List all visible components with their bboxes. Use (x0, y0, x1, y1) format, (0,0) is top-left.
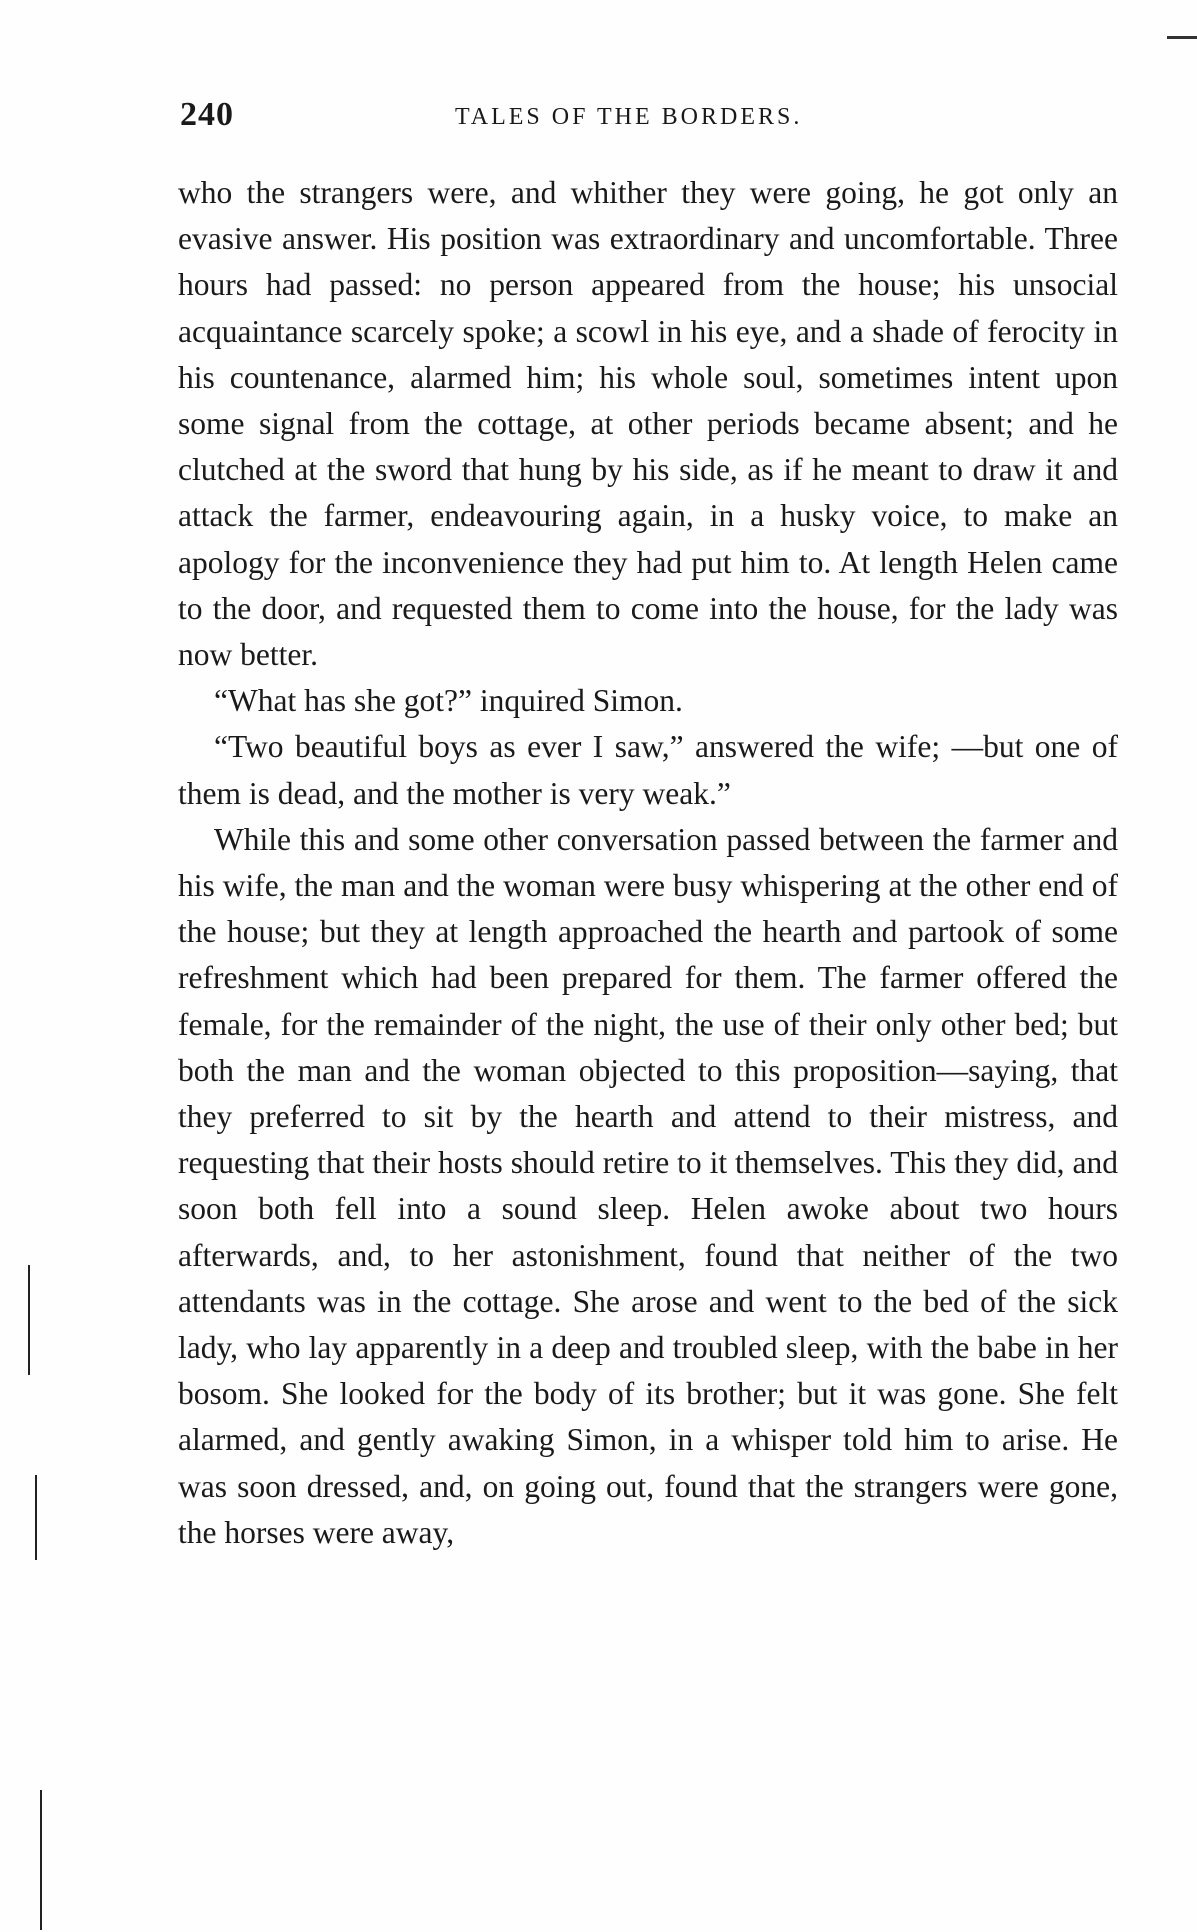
body-text (178, 170, 1118, 1556)
margin-line (40, 1790, 42, 1930)
page-number: 240 (180, 96, 234, 133)
paragraph-4: While this and some other conversation passed between the farmer and his wife, the man and the woman were busy whispering at the other end of the house; but they at length approached the hearth and partook of some refreshment which had been prepared for them. The farmer offered the female, for the remainder of the night, the use of their only other bed; but both the man and the woman objected to this proposition—saying, that they preferred to sit by the hearth and attend to their mistress, and requesting that their hosts should retire to it themselves. This they did, and soon both fell into a sound sleep. Helen awoke about two hours afterwards, and, to her astonishment, found that neither of the two attendants was in the cottage. She arose and went to the bed of the sick lady, who lay apparently in a deep and troubled sleep, with the babe in her bosom. She looked for the body of its brother; but it was gone. She felt alarmed, and gently awaking Simon, in a whisper told him to arise. He was soon dressed, and, on going out, found that the strangers were gone, the horses were away, (178, 821, 1118, 1550)
page-header (180, 96, 1130, 136)
scan-mark (1167, 36, 1197, 39)
paragraph-3: “Two beautiful boys as ever I saw,” answered the wife; —but one of them is dead, and the mother is very weak.” (178, 729, 1118, 811)
margin-line (35, 1475, 37, 1560)
running-head: TALES OF THE BORDERS. (455, 104, 803, 130)
paragraph-2: “What has she got?” inquired Simon. (214, 683, 683, 719)
paragraph-1: who the strangers were, and whither they were going, he got only an evasive answer. His position was extraordinary and uncomfortable. Three hours had passed: no person appeared from the house; his unsocial acquaintance scarcely spoke; a scowl in his eye, and a shade of ferocity in his countenance, alarmed him; his whole soul, sometimes intent upon some signal from the cottage, at other periods became absent; and he clutched at the sword that hung by his side, as if he meant to draw it and attack the farmer, endeavouring again, in a husky voice, to make an apology for the inconvenience they had put him to. At length Helen came to the door, and requested them to come into the house, for the lady was now better. (178, 175, 1118, 673)
margin-line (28, 1265, 30, 1375)
